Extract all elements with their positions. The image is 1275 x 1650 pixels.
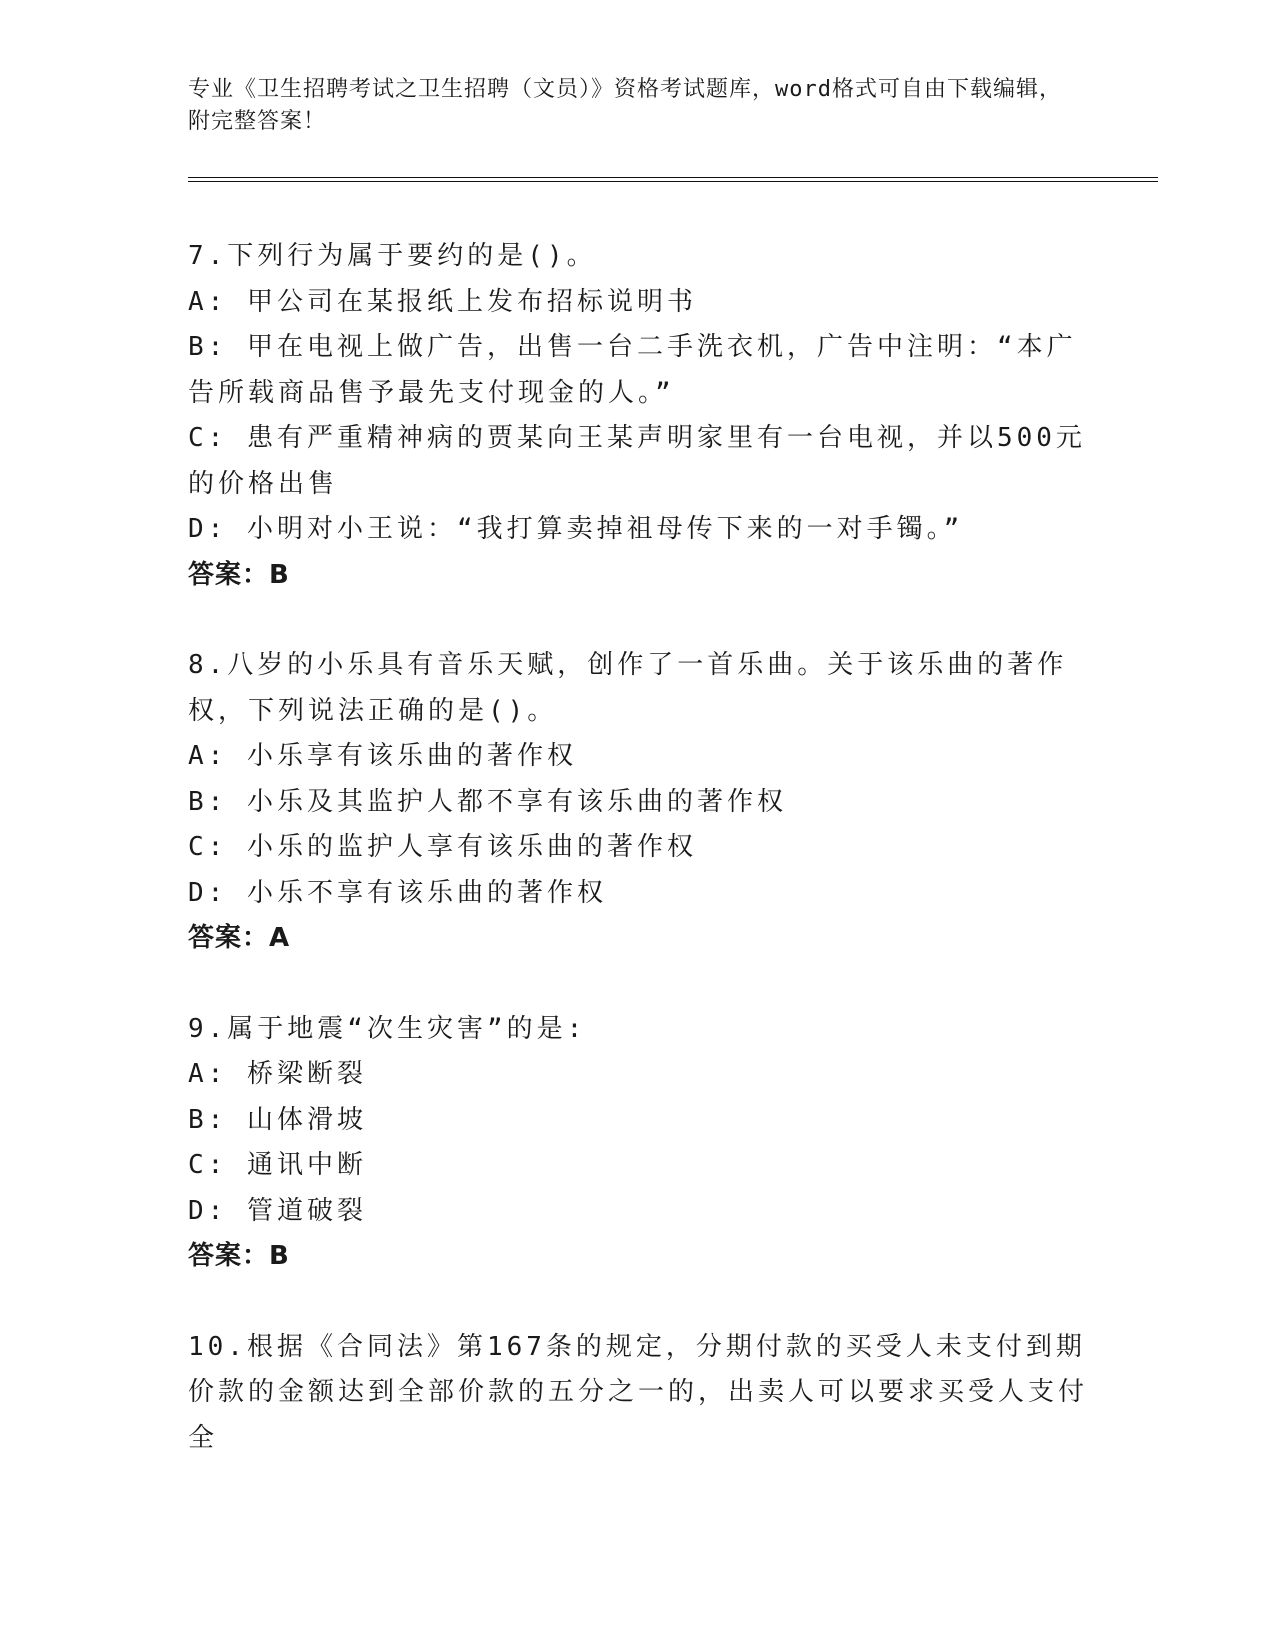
question-stem: 9.属于地震“次生灾害”的是: <box>188 1013 587 1044</box>
question-stem: 10.根据《合同法》第167条的规定，分期付款的买受人未支付到期价款的金额达到全部价款的五分之一的，出卖人可以要求买受人支付全 <box>188 1331 1089 1453</box>
question-8 <box>188 643 1088 962</box>
question-9 <box>188 1007 1088 1280</box>
document-header <box>188 74 1068 138</box>
option-b: B: 甲在电视上做广告，出售一台二手洗衣机，广告中注明：“本广告所载商品售予最先支付现金的人。” <box>188 332 1077 408</box>
option-a: A: 甲公司在某报纸上发布招标说明书 <box>188 286 697 317</box>
option-a: A: 小乐享有该乐曲的著作权 <box>188 741 577 771</box>
option-a: A: 桥梁断裂 <box>188 1059 367 1089</box>
option-b: B: 小乐及其监护人都不享有该乐曲的著作权 <box>188 786 787 817</box>
option-b: B: 山体滑坡 <box>188 1104 367 1135</box>
answer-text: 答案：B <box>188 559 290 590</box>
option-c: C: 患有严重精神病的贾某向王某声明家里有一台电视，并以500元的价格出售 <box>188 423 1086 499</box>
header-text: 专业《卫生招聘考试之卫生招聘（文员）》资格考试题库，word格式可自由下载编辑，附完整答案！ <box>188 77 1062 134</box>
option-d: D: 小明对小王说：“我打算卖掉祖母传下来的一对手镯。” <box>188 514 964 544</box>
option-d: D: 管道破裂 <box>188 1195 367 1226</box>
header-divider-top <box>188 177 1158 178</box>
option-c: C: 通讯中断 <box>188 1150 367 1180</box>
question-10 <box>188 1325 1088 1462</box>
question-stem: 8.八岁的小乐具有音乐天赋，创作了一首乐曲。关于该乐曲的著作权，下列说法正确的是()。 <box>188 650 1068 726</box>
option-d: D: 小乐不享有该乐曲的著作权 <box>188 877 607 908</box>
answer-text: 答案：A <box>188 923 291 953</box>
question-list <box>188 234 1088 1506</box>
question-stem: 7.下列行为属于要约的是()。 <box>188 241 597 271</box>
question-7 <box>188 234 1088 598</box>
header-divider-bottom <box>188 181 1158 182</box>
option-c: C: 小乐的监护人享有该乐曲的著作权 <box>188 832 697 862</box>
answer-text: 答案：B <box>188 1241 290 1271</box>
